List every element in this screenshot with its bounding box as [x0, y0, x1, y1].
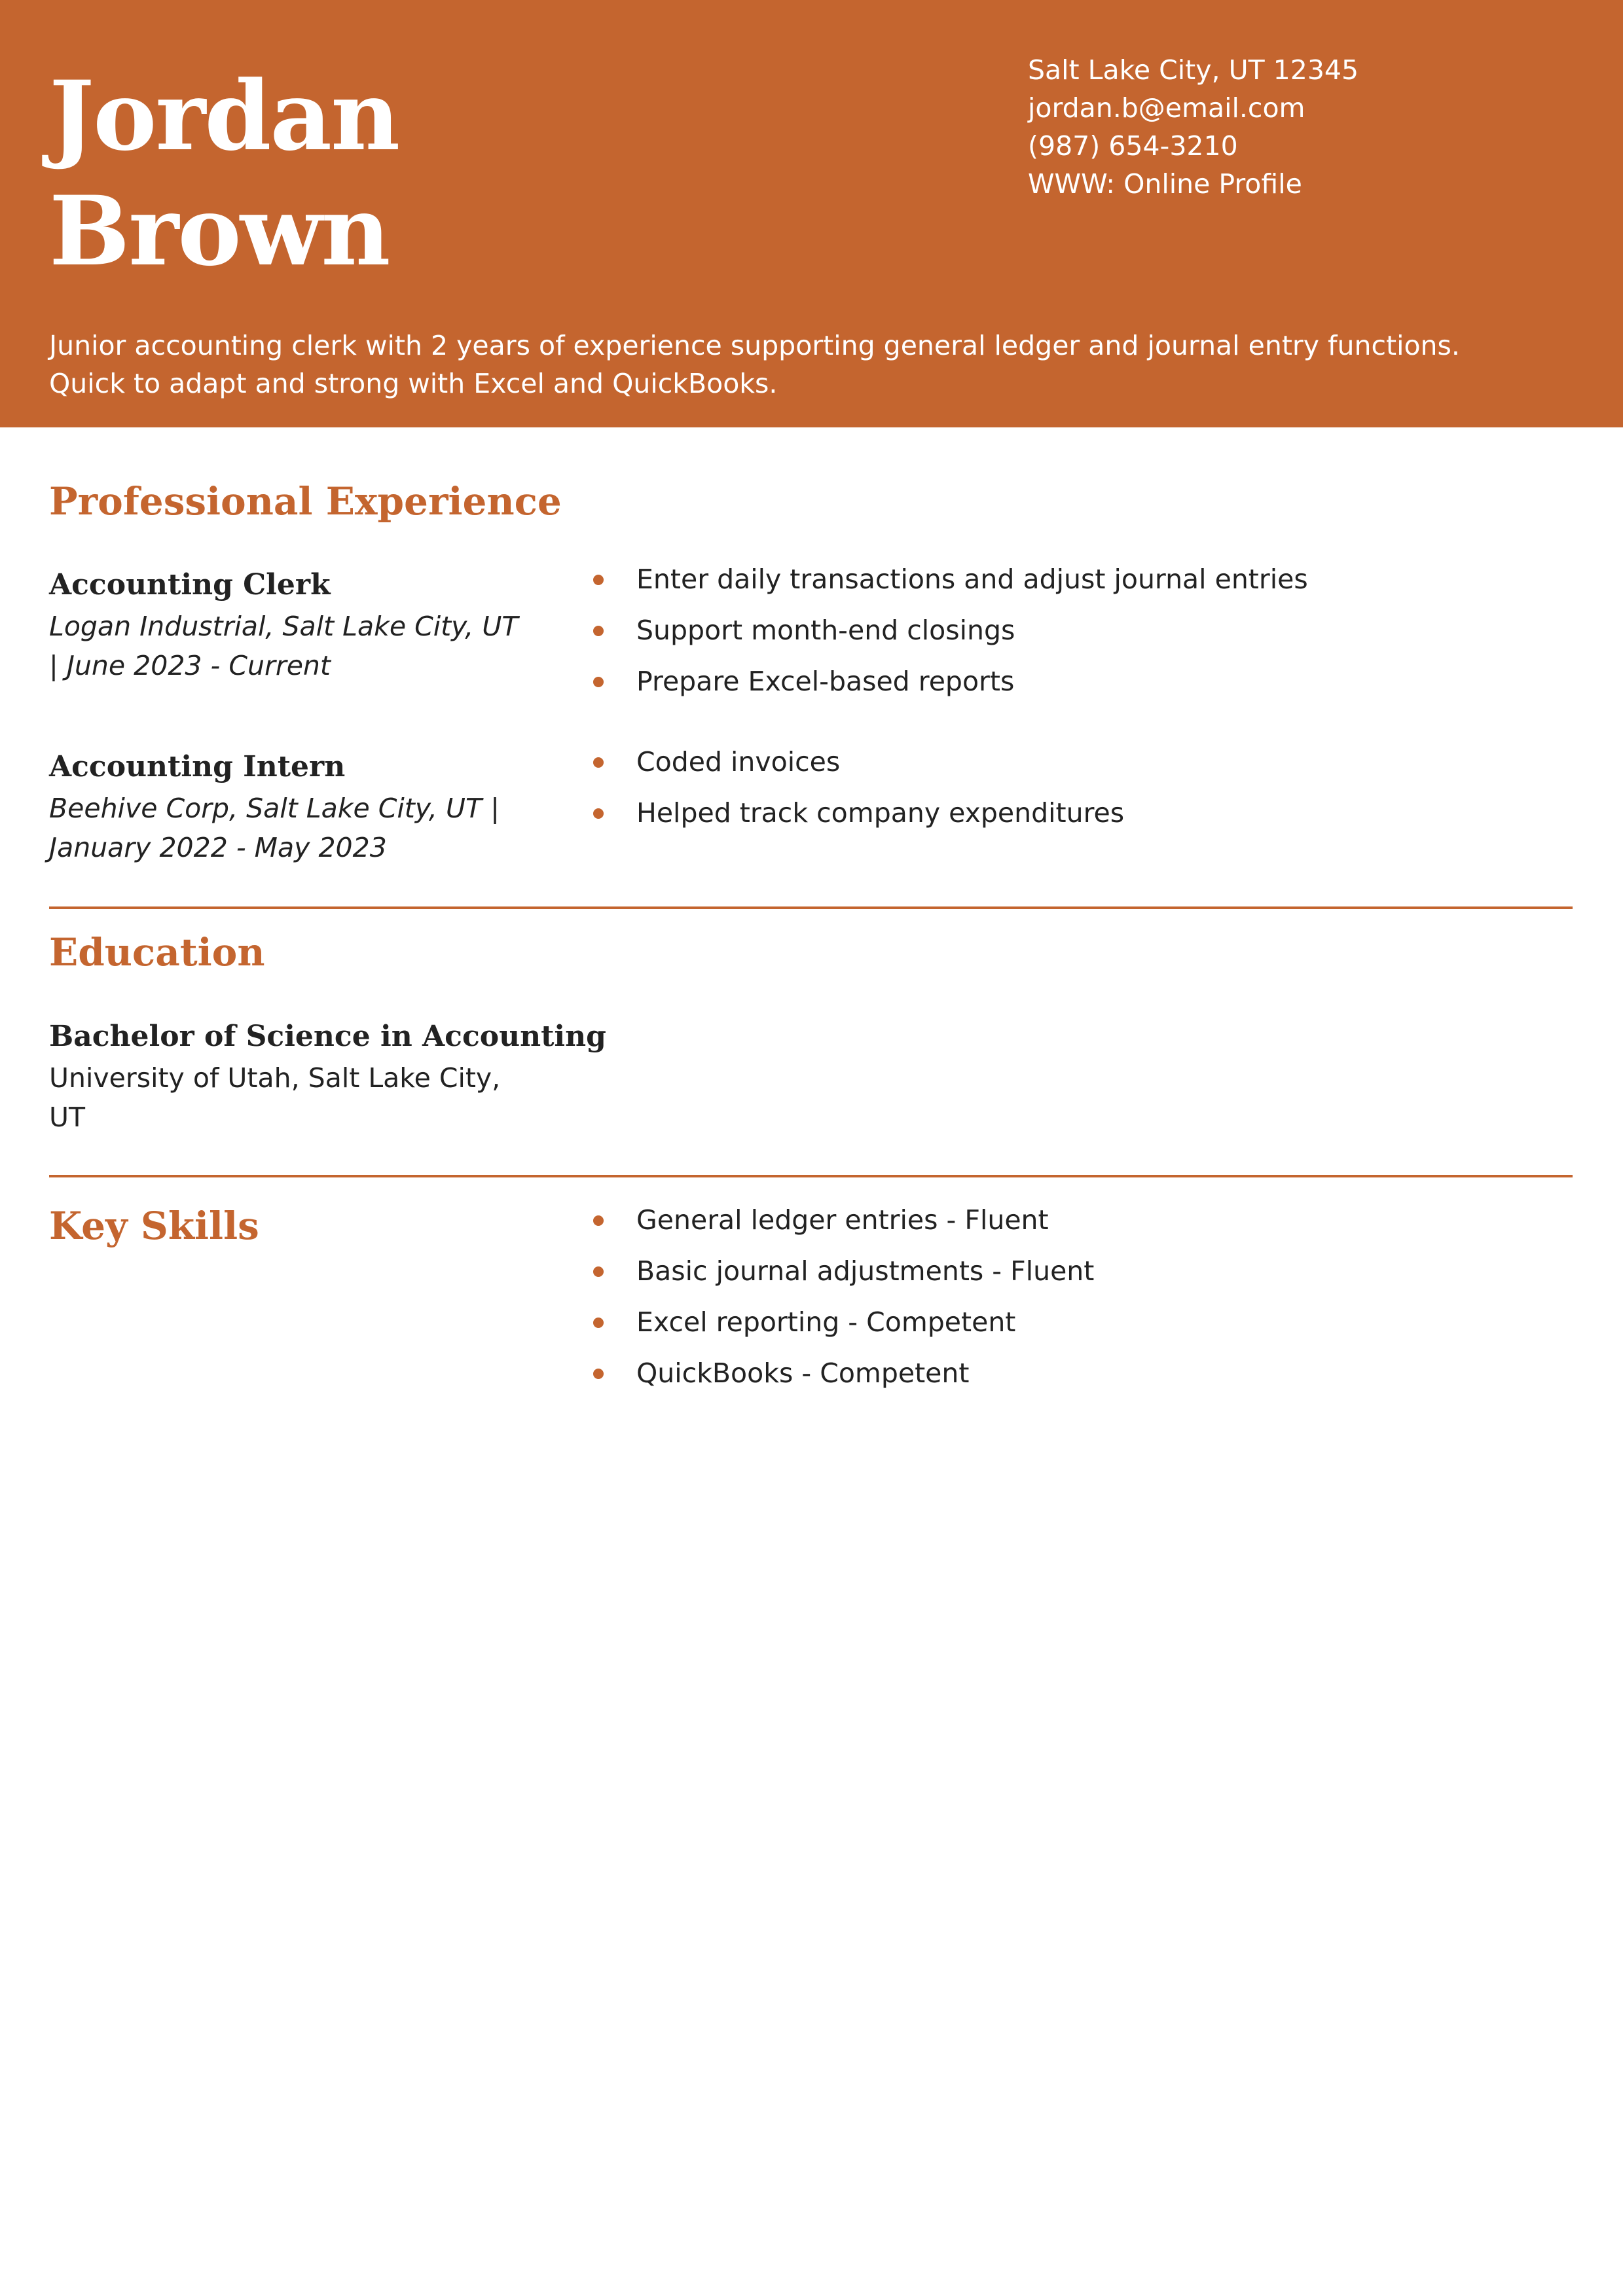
degree-title: Bachelor of Science in Accounting [49, 1020, 606, 1053]
bullet-dot-icon [593, 757, 604, 768]
candidate-name [49, 59, 399, 289]
bullet-dot-icon [593, 1318, 604, 1328]
bullet-dot-icon [593, 808, 604, 819]
first-name: Jordan [49, 60, 399, 172]
contact-phone: (987) 654-3210 [1028, 130, 1238, 162]
job-dates: January 2022 - May 2023 [49, 832, 387, 863]
list-item: Coded invoices [589, 743, 1124, 794]
list-item: Basic journal adjustments - Fluent [589, 1252, 1094, 1303]
header-band [0, 0, 1623, 427]
summary-line: Junior accounting clerk with 2 years of experience supporting general ledger and journal entry functions. [49, 330, 1460, 361]
section-divider [49, 1175, 1573, 1177]
bullet-dot-icon [593, 575, 604, 585]
job-dates: | June 2023 - Current [49, 650, 331, 681]
list-item: Prepare Excel-based reports [589, 662, 1308, 713]
summary [49, 327, 1575, 403]
bullet-dot-icon [593, 1215, 604, 1226]
bullet-dot-icon [593, 626, 604, 636]
list-item: Excel reporting - Competent [589, 1303, 1094, 1354]
job-location: , Salt Lake City, UT | [229, 793, 500, 824]
summary-line: Quick to adapt and strong with Excel and QuickBooks. [49, 368, 778, 399]
skills-heading: Key Skills [49, 1204, 259, 1248]
last-name: Brown [49, 175, 390, 287]
list-item: QuickBooks - Competent [589, 1354, 1094, 1405]
school-line: UT [49, 1102, 86, 1133]
bullet-dot-icon [593, 677, 604, 687]
list-item: Enter daily transactions and adjust journal entries [589, 560, 1308, 611]
school-line: University of Utah, Salt Lake City, [49, 1062, 501, 1094]
list-item: Helped track company expenditures [589, 794, 1124, 845]
job-company: Logan Industrial [49, 611, 266, 642]
school-info [49, 1058, 573, 1137]
list-item: Support month-end closings [589, 611, 1308, 662]
job-bullets [589, 560, 1308, 713]
job-meta [49, 789, 573, 867]
contact-address: Salt Lake City, UT 12345 [1028, 54, 1359, 86]
contact-block [1028, 51, 1359, 203]
job-meta [49, 607, 573, 685]
experience-heading: Professional Experience [49, 479, 562, 524]
job-title: Accounting Clerk [49, 568, 331, 601]
job-title: Accounting Intern [49, 750, 346, 783]
contact-email[interactable]: jordan.b@email.com [1028, 92, 1305, 124]
job-bullets [589, 743, 1124, 845]
job-location: , Salt Lake City, UT [265, 611, 519, 642]
education-heading: Education [49, 930, 265, 975]
list-item: General ledger entries - Fluent [589, 1201, 1094, 1252]
job-company: Beehive Corp [49, 793, 230, 824]
bullet-dot-icon [593, 1266, 604, 1277]
section-divider [49, 906, 1573, 909]
skills-list [589, 1201, 1094, 1405]
bullet-dot-icon [593, 1369, 604, 1379]
contact-website[interactable]: WWW: Online Profile [1028, 168, 1302, 200]
